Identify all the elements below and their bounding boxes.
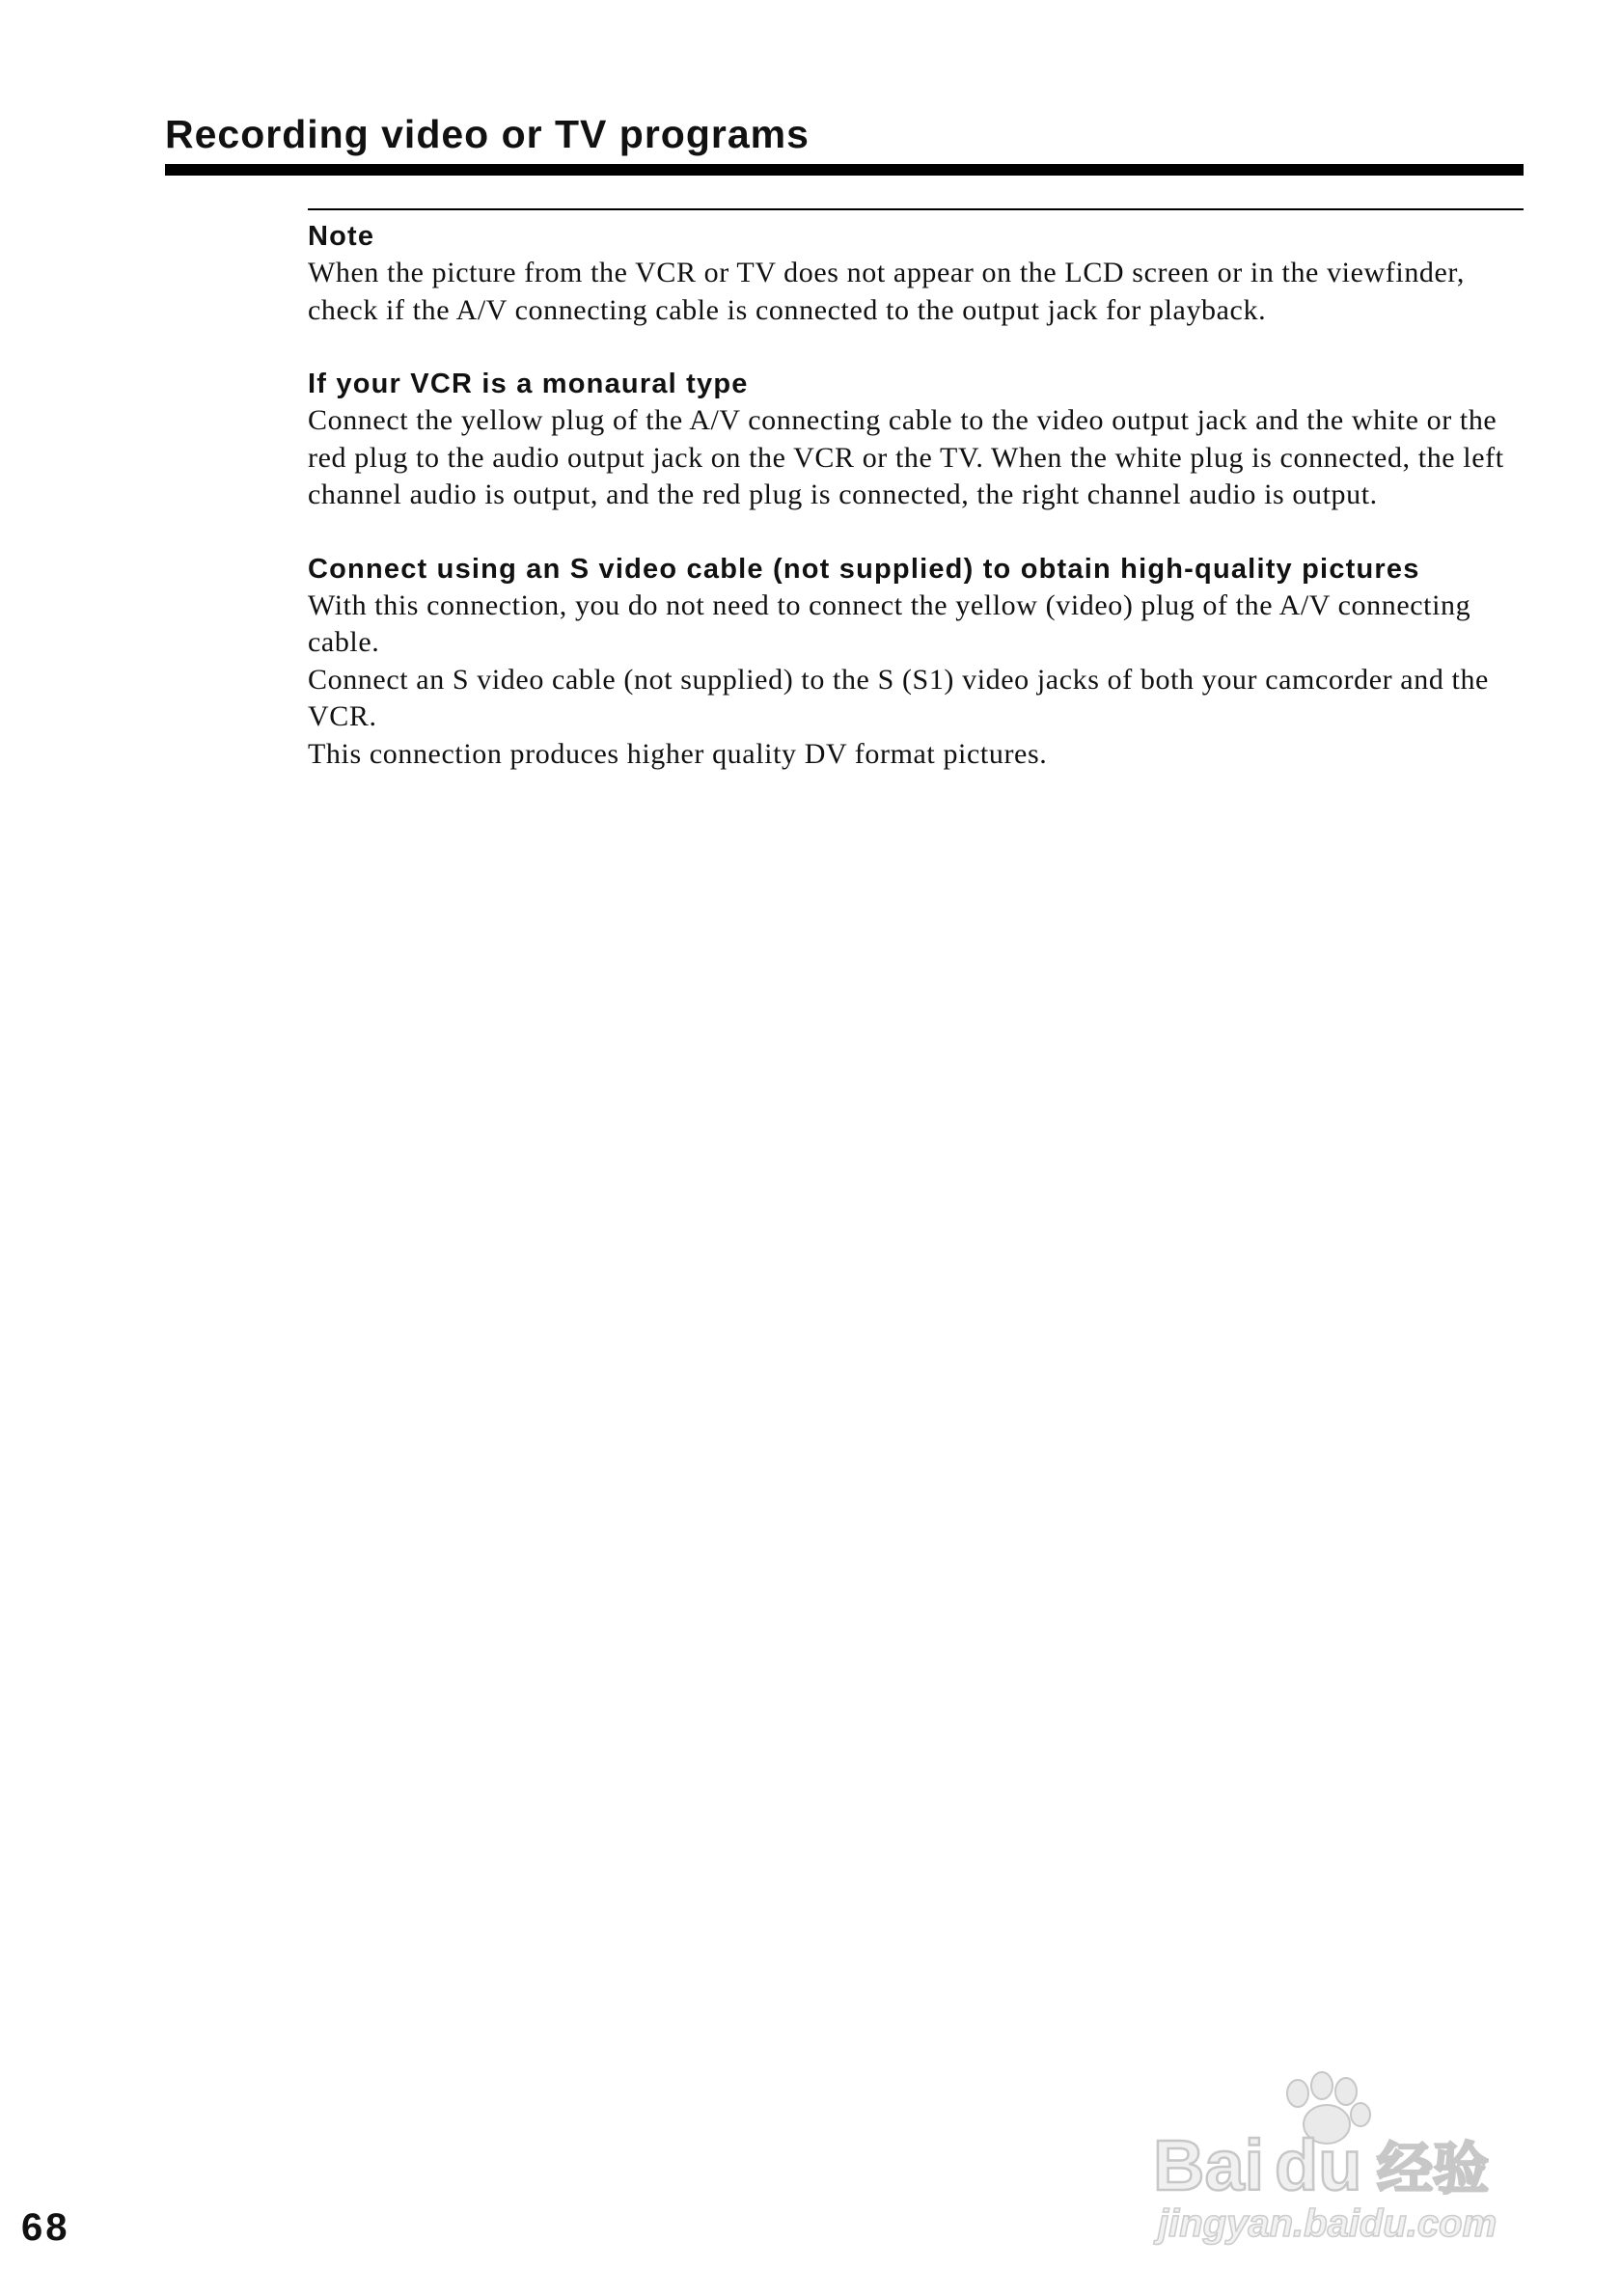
svg-text:du: du [1275, 2125, 1362, 2205]
s-video-paragraph-3: This connection produces higher quality DV format pictures. [308, 737, 1048, 770]
svg-text:jingyan.baidu.com: jingyan.baidu.com [1158, 2202, 1497, 2245]
main-content [308, 208, 1524, 809]
baidu-jingyan-watermark [1153, 2064, 1558, 2248]
monaural-heading: If your VCR is a monaural type [308, 369, 749, 399]
note-paragraph: When the picture from the VCR or TV does not appear on the LCD screen or in the viewfinder, check if the A/V connecting cable is connected to the output jack for playback. [308, 257, 1465, 326]
section-divider [308, 208, 1524, 210]
monaural-paragraph: Connect the yellow plug of the A/V connecting cable to the video output jack and the white or the red plug to the audio output jack on the VCR or the TV. When the white plug is connected, the left channel audio is output, and the red plug is connected, the right channel audio is output. [308, 404, 1504, 510]
page-number: 68 [21, 2206, 70, 2249]
note-heading: Note [308, 221, 375, 252]
note-section [308, 218, 1524, 329]
page-title: Recording video or TV programs [165, 112, 810, 156]
svg-text:Bai: Bai [1153, 2125, 1265, 2205]
s-video-section [308, 551, 1524, 774]
monaural-section [308, 366, 1524, 514]
s-video-paragraph-1: With this connection, you do not need to connect the yellow (video) plug of the A/V connecting cable. [308, 588, 1471, 658]
s-video-paragraph-2: Connect an S video cable (not supplied) to the S (S1) video jacks of both your camcorder and the VCR. [308, 663, 1489, 732]
baidu-paw-logo-icon [1153, 2064, 1558, 2248]
title-rule [165, 164, 1524, 176]
svg-text:经验: 经验 [1377, 2138, 1490, 2200]
s-video-heading: Connect using an S video cable (not supplied) to obtain high-quality pictures [308, 553, 1420, 585]
